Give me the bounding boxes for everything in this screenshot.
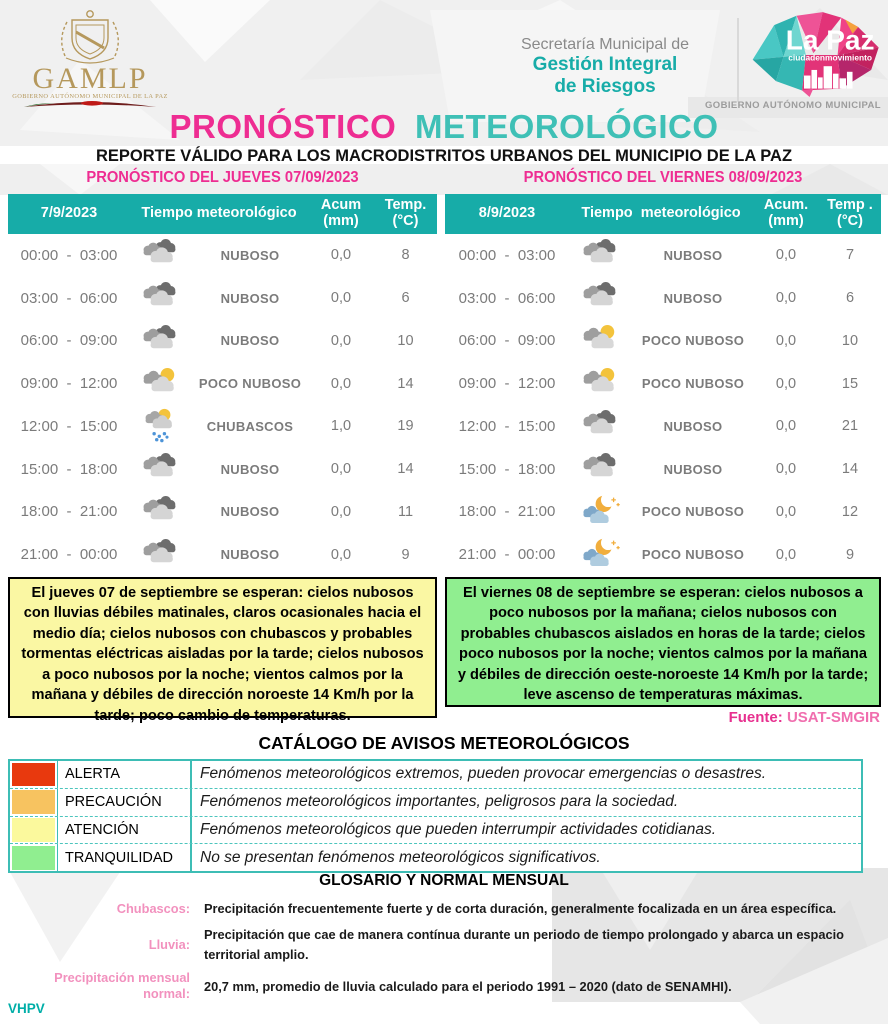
temperature-value: 19 xyxy=(397,418,414,435)
forecast-row xyxy=(8,533,437,576)
col-date: 8/9/2023 xyxy=(478,205,536,222)
level-label: PRECAUCIÓN xyxy=(57,789,190,816)
weather-description: NUBOSO xyxy=(663,247,723,263)
accumulation-value: 0,0 xyxy=(775,418,797,435)
source-label: Fuente: xyxy=(728,709,783,726)
col-accumulation: Acum (mm) xyxy=(320,197,362,229)
col-temperature: Temp . (°C) xyxy=(827,197,873,229)
accumulation-value: 0,0 xyxy=(775,247,797,264)
time-range: 15:00 - 18:00 xyxy=(458,460,556,478)
level-description: Fenómenos meteorológicos importantes, peligrosos para la sociedad. xyxy=(190,789,861,816)
weather-description: NUBOSO xyxy=(663,418,723,434)
glossary-definition: Precipitación que cae de manera contínua durante un periodo de tiempo prolongado y abarca un espacio territorial amplio. xyxy=(204,926,844,962)
moon-clouds-icon xyxy=(569,494,633,530)
header-divider xyxy=(737,18,739,102)
level-description: Fenómenos meteorológicos que pueden interrumpir actividades cotidianas. xyxy=(190,817,861,844)
weather-description: POCO NUBOSO xyxy=(641,504,745,520)
clouds-icon xyxy=(130,237,192,273)
accumulation-value: 0,0 xyxy=(775,332,797,349)
forecast-table-thursday xyxy=(8,194,437,576)
col-temperature: Temp. (°C) xyxy=(384,197,427,229)
author-initials: VHPV xyxy=(8,1001,45,1016)
level-color-swatch xyxy=(12,790,55,814)
forecast-row xyxy=(8,362,437,405)
glossary-entry xyxy=(40,970,852,1002)
table-title-thursday: PRONÓSTICO DEL JUEVES 07/09/2023 xyxy=(86,169,359,186)
accumulation-value: 0,0 xyxy=(775,375,797,392)
weather-description: NUBOSO xyxy=(220,333,280,349)
time-range: 15:00 - 18:00 xyxy=(20,460,118,478)
clouds-icon xyxy=(569,451,633,487)
source-note xyxy=(729,709,880,726)
weather-description: NUBOSO xyxy=(220,547,280,563)
weather-description: NUBOSO xyxy=(663,461,723,477)
glossary-entry xyxy=(40,925,852,965)
weather-description: NUBOSO xyxy=(220,504,280,520)
glossary-title: GLOSARIO Y NORMAL MENSUAL xyxy=(319,872,569,889)
forecast-row xyxy=(8,234,437,277)
col-weather: Tiempo meteorológico xyxy=(141,205,297,222)
forecast-row xyxy=(445,491,881,534)
time-range: 12:00 - 15:00 xyxy=(20,417,118,435)
lapaz-caption: GOBIERNO AUTÓNOMO MUNICIPAL xyxy=(705,100,881,111)
forecast-row xyxy=(8,320,437,363)
time-range: 09:00 - 12:00 xyxy=(20,375,118,393)
forecast-row xyxy=(445,533,881,576)
source-value: USAT-SMGIR xyxy=(786,709,880,726)
lapaz-name: La Paz xyxy=(785,24,875,56)
forecast-row xyxy=(8,448,437,491)
clouds-icon xyxy=(130,537,192,573)
time-range: 18:00 - 21:00 xyxy=(20,503,118,521)
accumulation-value: 0,0 xyxy=(330,546,352,563)
page-title-part2: METEOROLÓGICO xyxy=(415,108,719,145)
accumulation-value: 0,0 xyxy=(330,461,352,478)
weather-description: POCO NUBOSO xyxy=(198,376,302,392)
page-subtitle: REPORTE VÁLIDO PARA LOS MACRODISTRITOS URBANOS DEL MUNICIPIO DE LA PAZ xyxy=(95,147,793,165)
col-accumulation: Acum. (mm) xyxy=(763,197,809,229)
time-range: 18:00 - 21:00 xyxy=(458,503,556,521)
clouds-icon xyxy=(569,237,633,273)
accumulation-value: 0,0 xyxy=(330,375,352,392)
time-range: 21:00 - 00:00 xyxy=(20,546,118,564)
temperature-value: 14 xyxy=(397,375,414,392)
time-range: 00:00 - 03:00 xyxy=(20,246,118,264)
sun-clouds-icon xyxy=(569,366,633,402)
lapaz-tagline: ciudadenmovimiento xyxy=(788,52,873,63)
glossary-section xyxy=(0,872,888,1008)
level-label: ATENCIÓN xyxy=(57,817,190,844)
temperature-value: 7 xyxy=(845,247,855,264)
glossary-term: Precipitación mensual normal: xyxy=(54,970,190,1002)
temperature-value: 15 xyxy=(841,375,859,392)
weather-description: POCO NUBOSO xyxy=(641,333,745,349)
glossary-entry xyxy=(40,899,852,919)
temperature-value: 11 xyxy=(397,503,414,520)
weather-description: POCO NUBOSO xyxy=(641,376,745,392)
table-rows xyxy=(445,234,881,576)
temperature-value: 8 xyxy=(401,247,410,264)
forecast-row xyxy=(445,234,881,277)
forecast-row xyxy=(8,277,437,320)
level-description: No se presentan fenómenos meteorológicos significativos. xyxy=(190,844,861,871)
forecast-row xyxy=(8,405,437,448)
forecast-row xyxy=(8,491,437,534)
time-range: 06:00 - 09:00 xyxy=(20,332,118,350)
weather-description: NUBOSO xyxy=(220,247,280,263)
time-range: 06:00 - 09:00 xyxy=(458,332,556,350)
temperature-value: 14 xyxy=(397,461,414,478)
level-label: TRANQUILIDAD xyxy=(57,844,190,871)
temperature-value: 14 xyxy=(841,461,859,478)
time-range: 21:00 - 00:00 xyxy=(458,546,556,564)
accumulation-value: 0,0 xyxy=(775,290,797,307)
catalog-row xyxy=(10,788,861,816)
secretaria-title xyxy=(480,36,730,98)
page-title xyxy=(0,108,888,146)
clouds-icon xyxy=(130,451,192,487)
secretaria-line3: de Riesgos xyxy=(554,76,656,98)
weather-description: NUBOSO xyxy=(663,290,723,306)
sun-clouds-icon xyxy=(130,366,192,402)
accumulation-value: 0,0 xyxy=(775,546,797,563)
rain-clouds-icon xyxy=(130,408,192,444)
weather-description: POCO NUBOSO xyxy=(641,547,745,563)
summary-friday: El viernes 08 de septiembre se esperan: cielos nubosos a poco nubosos por la mañana; cielos nubosos con probables chubascos aislados en horas de la tarde; cielos poco nubosos por la noche; vientos calmos por la mañana y débiles de dirección oeste-noroeste 14 Km/h por la tarde; leve ascenso de temperaturas máximas. xyxy=(445,577,881,707)
accumulation-value: 0,0 xyxy=(330,503,352,520)
time-range: 09:00 - 12:00 xyxy=(458,375,556,393)
temperature-value: 6 xyxy=(845,290,855,307)
catalog-row xyxy=(10,843,861,871)
col-date: 7/9/2023 xyxy=(40,205,98,222)
moon-clouds-icon xyxy=(569,537,633,573)
temperature-value: 12 xyxy=(841,503,859,520)
level-color-swatch xyxy=(12,846,55,870)
forecast-row xyxy=(445,448,881,491)
time-range: 12:00 - 15:00 xyxy=(458,417,556,435)
col-weather: Tiempo meteorológico xyxy=(581,205,741,222)
accumulation-value: 0,0 xyxy=(330,332,352,349)
level-description: Fenómenos meteorológicos extremos, pueden provocar emergencias o desastres. xyxy=(190,761,861,788)
table-rows xyxy=(8,234,437,576)
sun-clouds-icon xyxy=(569,323,633,359)
table-header xyxy=(445,194,881,234)
table-header xyxy=(8,194,437,234)
level-color-swatch xyxy=(12,763,55,787)
accumulation-value: 1,0 xyxy=(330,418,352,435)
forecast-row xyxy=(445,362,881,405)
temperature-value: 21 xyxy=(841,418,859,435)
level-color-swatch xyxy=(12,818,55,842)
accumulation-value: 0,0 xyxy=(775,461,797,478)
clouds-icon xyxy=(569,408,633,444)
lapaz-logo xyxy=(748,8,888,102)
forecast-table-friday xyxy=(445,194,881,576)
gamlp-acronym: GAMLP xyxy=(32,62,148,95)
gamlp-caption: GOBIERNO AUTÓNOMO MUNICIPAL DE LA PAZ xyxy=(12,93,168,100)
clouds-icon xyxy=(130,323,192,359)
summary-thursday: El jueves 07 de septiembre se esperan: cielos nubosos con lluvias débiles matinales, claros ocasionales hacia el medio día; cielos nubosos con chubascos y probables tormentas eléctricas aisladas por la tarde; cielos nubosos a poco nubosos por la noche; vientos calmos por la mañana y débiles de dirección noroeste 14 Km/h por la tarde; poco cambio de temperaturas. xyxy=(8,577,437,718)
time-range: 03:00 - 06:00 xyxy=(20,289,118,307)
clouds-icon xyxy=(130,494,192,530)
page-title-part1: PRONÓSTICO xyxy=(169,108,397,145)
glossary-term: Lluvia: xyxy=(148,936,190,952)
weather-description: CHUBASCOS xyxy=(206,418,294,434)
table-title-friday: PRONÓSTICO DEL VIERNES 08/09/2023 xyxy=(523,169,803,186)
forecast-row xyxy=(445,320,881,363)
temperature-value: 9 xyxy=(401,546,410,563)
clouds-icon xyxy=(130,280,192,316)
forecast-row xyxy=(445,405,881,448)
temperature-value: 9 xyxy=(845,546,855,563)
time-range: 03:00 - 06:00 xyxy=(458,289,556,307)
catalog-row xyxy=(10,761,861,788)
temperature-value: 10 xyxy=(841,332,859,349)
accumulation-value: 0,0 xyxy=(775,503,797,520)
accumulation-value: 0,0 xyxy=(330,247,352,264)
temperature-value: 10 xyxy=(397,332,414,349)
gamlp-logo xyxy=(12,6,168,124)
secretaria-line1: Secretaría Municipal de xyxy=(520,36,690,53)
secretaria-line2: Gestión Integral xyxy=(532,54,678,76)
weather-description: NUBOSO xyxy=(220,461,280,477)
glossary-term: Chubascos: xyxy=(116,900,190,916)
forecast-row xyxy=(445,277,881,320)
level-label: ALERTA xyxy=(57,761,190,788)
catalog-row xyxy=(10,816,861,844)
glossary-entries xyxy=(0,899,888,1002)
catalog-title: CATÁLOGO DE AVISOS METEOROLÓGICOS xyxy=(258,733,630,753)
accumulation-value: 0,0 xyxy=(330,290,352,307)
glossary-definition: Precipitación frecuentemente fuerte y de corta duración, generalmente focalizada en un área específica. xyxy=(204,901,837,916)
weather-description: NUBOSO xyxy=(220,290,280,306)
time-range: 00:00 - 03:00 xyxy=(458,246,556,264)
temperature-value: 6 xyxy=(401,290,410,307)
clouds-icon xyxy=(569,280,633,316)
warning-catalog-table xyxy=(8,759,863,873)
glossary-definition: 20,7 mm, promedio de lluvia calculado para el periodo 1991 – 2020 (dato de SENAMHI). xyxy=(204,978,732,994)
